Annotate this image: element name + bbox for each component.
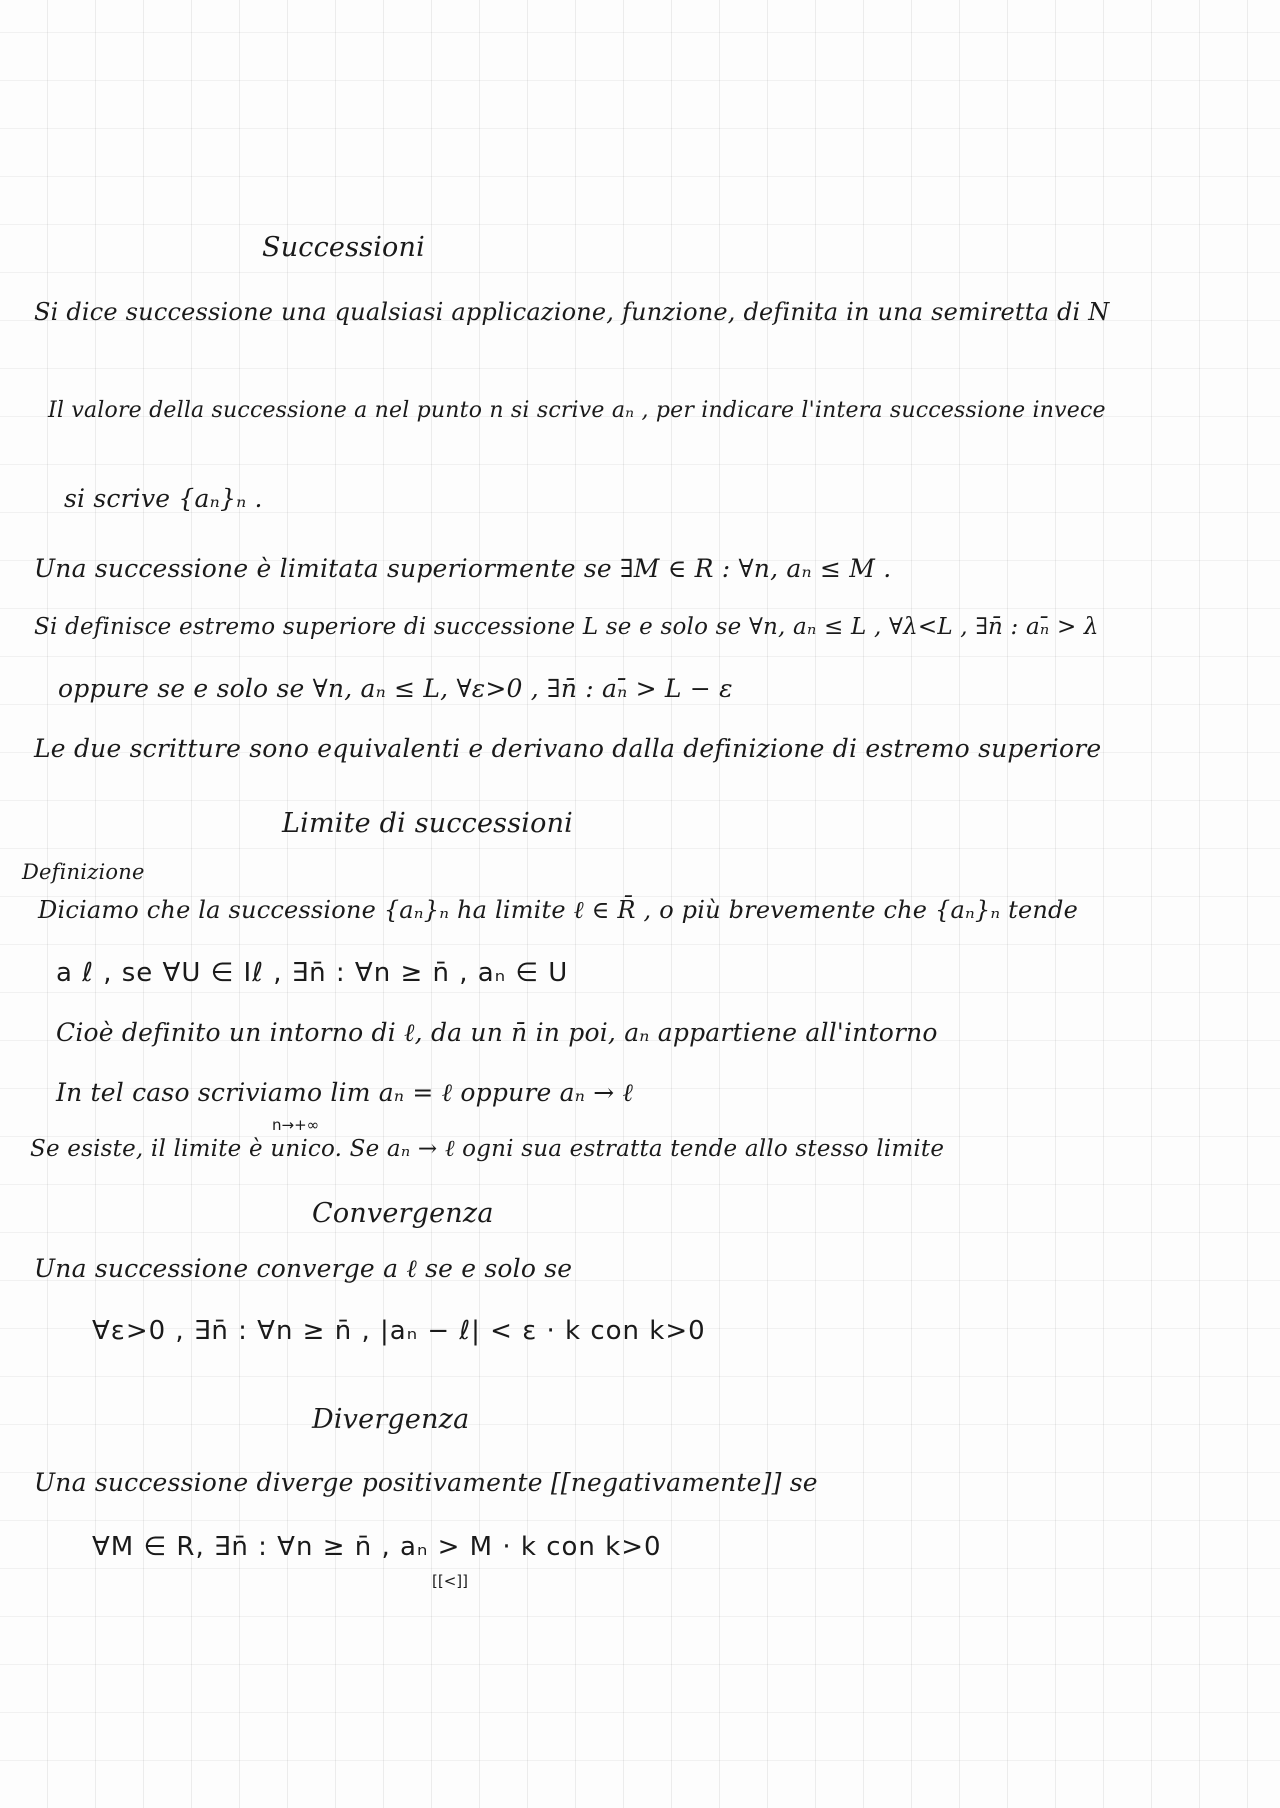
- formula-divergenza: ∀M ∈ R, ∃n̄ : ∀n ≥ n̄ , aₙ > M · k con k>0: [92, 1532, 662, 1562]
- section-title-limite: Limite di successioni: [282, 808, 574, 839]
- text-valore-successione: Il valore della successione a nel punto n si scrive aₙ , per indicare l'intera successione invece: [48, 398, 1106, 423]
- divergenza-subscript: [[<]]: [432, 1572, 468, 1590]
- formula-convergenza: ∀ε>0 , ∃n̄ : ∀n ≥ n̄ , |aₙ − ℓ| < ε · k con k>0: [92, 1316, 706, 1346]
- text-estremo-superiore: Si definisce estremo superiore di successione L se e solo se ∀n, aₙ ≤ L , ∀λ<L , ∃n̄ : aₙ̄ > λ: [34, 614, 1099, 640]
- section-title-divergenza: Divergenza: [312, 1404, 470, 1435]
- text-limitata-superiormente: Una successione è limitata superiormente se ∃M ∈ R : ∀n, aₙ ≤ M .: [34, 554, 892, 583]
- text-limite-unico: Se esiste, il limite è unico. Se aₙ → ℓ ogni sua estratta tende allo stesso limite: [30, 1136, 945, 1162]
- text-converge: Una successione converge a ℓ se e solo se: [34, 1254, 573, 1283]
- definizione-label: Definizione: [22, 860, 145, 884]
- formula-limite-intorno: a ℓ , se ∀U ∈ Iℓ , ∃n̄ : ∀n ≥ n̄ , aₙ ∈ U: [56, 958, 569, 988]
- text-in-tal-caso: In tel caso scriviamo lim aₙ = ℓ oppure aₙ → ℓ: [56, 1078, 634, 1107]
- lim-subscript: n→+∞: [272, 1116, 320, 1134]
- text-oppure-se-e-solo-se: oppure se e solo se ∀n, aₙ ≤ L, ∀ε>0 , ∃n̄ : aₙ̄ > L − ε: [58, 674, 733, 703]
- text-scrive-successione: si scrive {aₙ}ₙ .: [64, 484, 263, 513]
- section-title-convergenza: Convergenza: [312, 1198, 494, 1229]
- text-cioe-definito: Cioè definito un intorno di ℓ, da un n̄ in poi, aₙ appartiene all'intorno: [56, 1018, 938, 1047]
- text-diciamo-limite: Diciamo che la successione {aₙ}ₙ ha limite ℓ ∈ R̄ , o più brevemente che {aₙ}ₙ tende: [38, 896, 1079, 924]
- section-title-successioni: Successioni: [262, 232, 425, 263]
- definition-successione: Si dice successione una qualsiasi applicazione, funzione, definita in una semiretta di N: [34, 298, 1110, 326]
- text-scritture-equivalenti: Le due scritture sono equivalenti e derivano dalla definizione di estremo superiore: [34, 734, 1102, 763]
- text-diverge: Una successione diverge positivamente [[negativamente]] se: [34, 1468, 818, 1497]
